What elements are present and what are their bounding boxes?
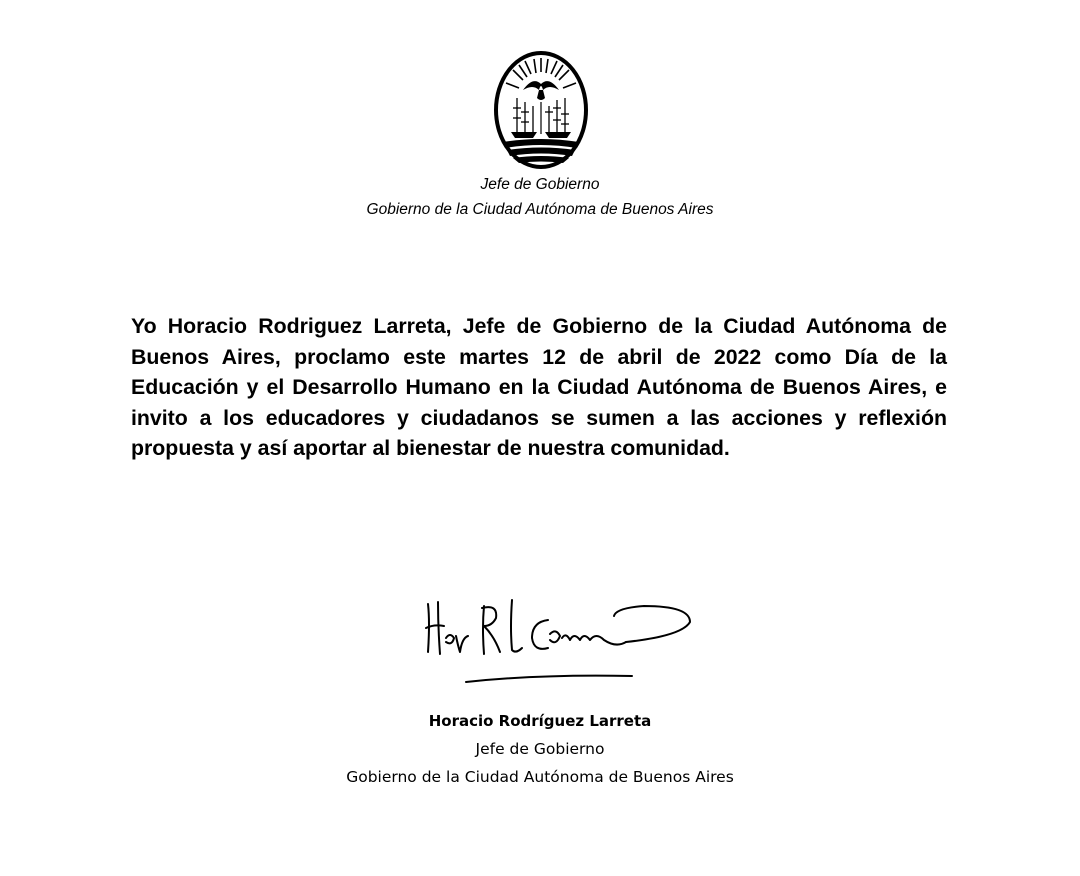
signatory-name: Horacio Rodríguez Larreta — [428, 712, 652, 730]
proclamation-text: Yo Horacio Rodriguez Larreta, Jefe de Gobierno de la Ciudad Autónoma de Buenos Aires, proclamo este martes 12 de abril de 2022 como Día de la Educación y el Desarrollo Humano en la Ciudad Autónoma de Buenos Aires, e invito a los educadores y ciudadanos se sumen a las acciones y reflexión propuesta y así aportar al bienestar de nuestra comunidad. — [131, 314, 947, 461]
signature-image — [420, 592, 700, 692]
city-seal-icon — [493, 50, 589, 170]
header-organization: Gobierno de la Ciudad Autónoma de Buenos Aires — [366, 201, 714, 218]
header-title: Jefe de Gobierno — [480, 176, 600, 193]
signatory-role: Jefe de Gobierno — [475, 740, 605, 758]
signatory-organization: Gobierno de la Ciudad Autónoma de Buenos Aires — [346, 768, 734, 786]
